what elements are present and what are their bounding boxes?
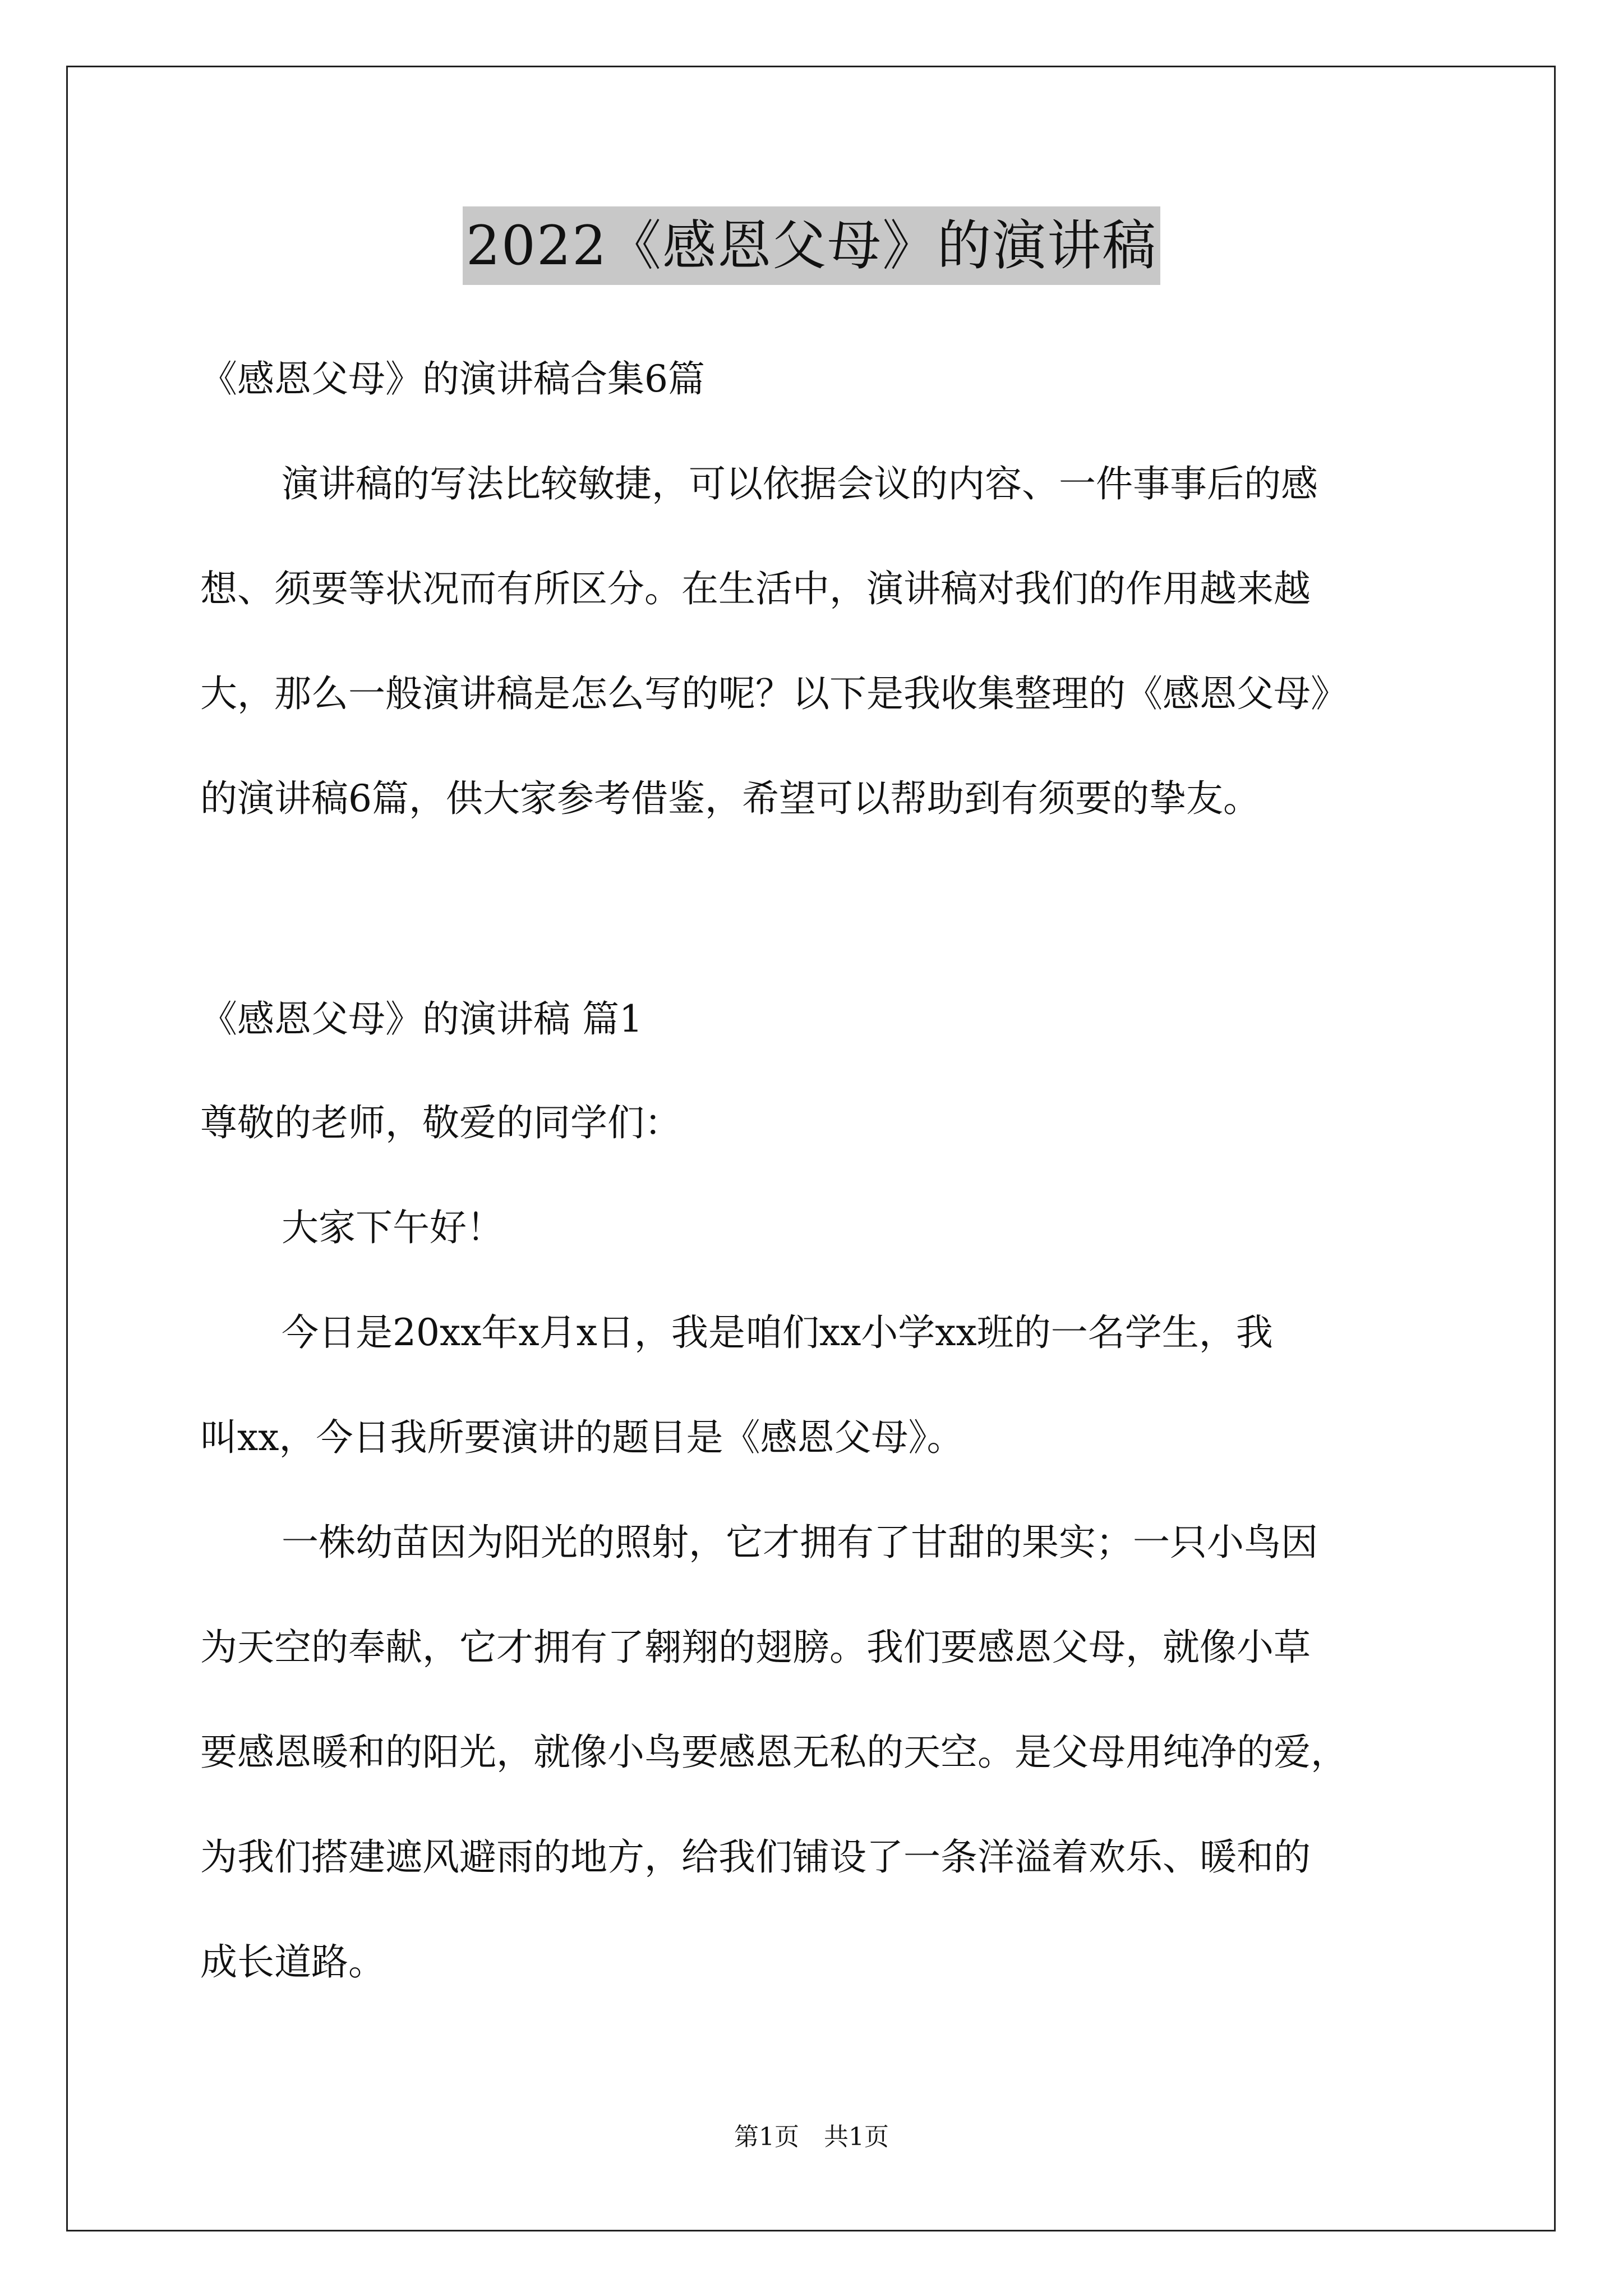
section-heading: 《感恩父母》的演讲稿 篇1 [200,997,643,1041]
collection-subtitle: 《感恩父母》的演讲稿合集6篇 [200,357,705,401]
intro-paragraph-line-2: 想、须要等状况而有所区分。在生活中，演讲稿对我们的作用越来越 [200,567,1311,610]
body-paragraph-2-line-4: 为我们搭建遮风避雨的地方，给我们铺设了一条洋溢着欢乐、暖和的 [200,1835,1311,1879]
body-paragraph-2-line-5: 成长道路。 [200,1940,385,1984]
body-paragraph-1-line-2: 叫xx，今日我所要演讲的题目是《感恩父母》。 [200,1416,964,1459]
intro-paragraph-line-4: 的演讲稿6篇，供大家参考借鉴，希望可以帮助到有须要的挚友。 [200,777,1260,820]
title-container [0,206,1623,285]
intro-paragraph-line-1: 演讲稿的写法比较敏捷，可以依据会议的内容、一件事事后的感 [282,462,1318,505]
document-title: 2022《感恩父母》的演讲稿 [463,206,1160,285]
greeting: 大家下午好！ [282,1206,504,1249]
body-paragraph-2-line-1: 一株幼苗因为阳光的照射，它才拥有了甘甜的果实；一只小鸟因 [282,1521,1318,1564]
body-paragraph-2-line-2: 为天空的奉献，它才拥有了翱翔的翅膀。我们要感恩父母，就像小草 [200,1626,1311,1669]
intro-paragraph-line-3: 大，那么一般演讲稿是怎么写的呢？以下是我收集整理的《感恩父母》 [200,672,1348,715]
page-number-footer: 第1页 共1页 [734,2123,889,2151]
body-paragraph-2-line-3: 要感恩暖和的阳光，就像小鸟要感恩无私的天空。是父母用纯净的爱， [200,1731,1348,1774]
body-paragraph-1-line-1: 今日是20xx年x月x日，我是咱们xx小学xx班的一名学生，我 [282,1311,1273,1354]
salutation: 尊敬的老师，敬爱的同学们： [200,1101,681,1144]
